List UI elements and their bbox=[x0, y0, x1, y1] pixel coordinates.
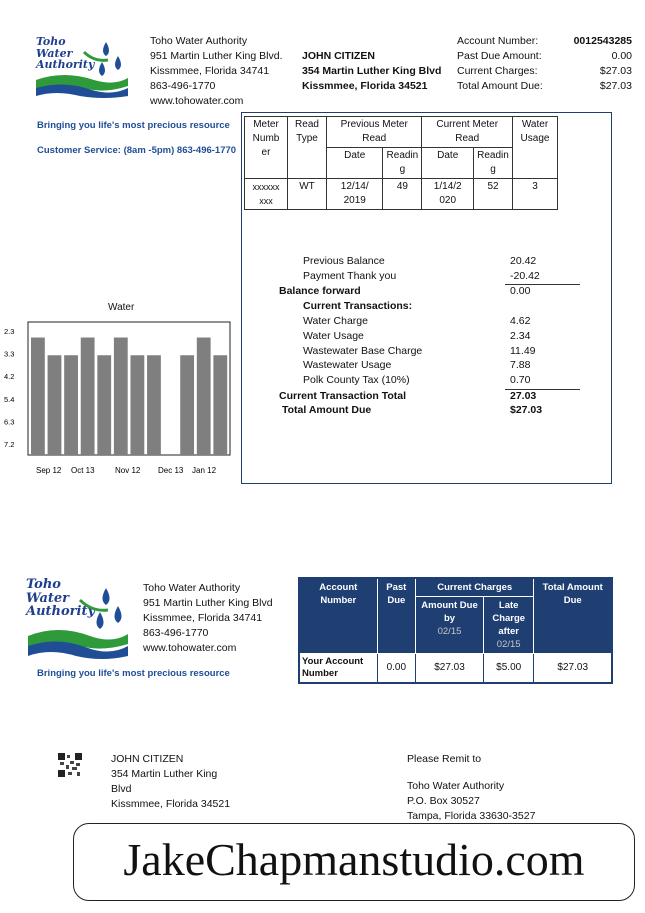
chart-y-tick: 5.4 bbox=[4, 394, 15, 404]
summary-value-0: 20.42 bbox=[510, 255, 537, 267]
stub-logo-line1: Toho bbox=[26, 577, 61, 592]
company-logo bbox=[34, 36, 130, 98]
curr-reading-cell: 52 bbox=[474, 179, 513, 210]
prev-date-header: Date bbox=[327, 148, 383, 179]
pay-account-header: Account Number bbox=[299, 578, 377, 654]
remit-title: Please Remit to bbox=[407, 753, 482, 765]
meter-table bbox=[244, 116, 558, 210]
stub-company-addr2: Kissmmee, Florida 34741 bbox=[143, 612, 263, 624]
read-type-header: Read Type bbox=[288, 117, 327, 179]
mailing-address bbox=[111, 752, 230, 812]
current-charges-label: Current Charges: bbox=[457, 65, 538, 77]
chart-title: Water bbox=[108, 302, 135, 313]
stub-company-name: Toho Water Authority bbox=[143, 582, 241, 594]
total-due-value: $27.03 bbox=[599, 80, 632, 92]
prev-reading-cell: 49 bbox=[383, 179, 422, 210]
chart-bar bbox=[31, 338, 45, 455]
previous-read-header: Previous Meter Read bbox=[327, 117, 422, 148]
company-website[interactable]: www.tohowater.com bbox=[150, 95, 244, 107]
account-number-value: 0012543285 bbox=[573, 35, 632, 47]
pay-row-label: Your Account Number bbox=[299, 654, 377, 684]
customer-service: Customer Service: (8am -5pm) 863-496-1770 bbox=[37, 145, 237, 156]
summary-label-3: Current Transactions: bbox=[303, 300, 413, 312]
summary-label-9: Current Transaction Total bbox=[279, 390, 406, 402]
summary-value-10: $27.03 bbox=[510, 404, 543, 416]
chart-y-tick: 4.2 bbox=[4, 372, 15, 382]
summary-label-1: Payment Thank you bbox=[303, 270, 397, 282]
summary-label-5: Water Usage bbox=[303, 330, 364, 342]
pay-amount-header bbox=[416, 597, 484, 654]
stub-company-addr1: 951 Martin Luther King Blvd bbox=[143, 597, 273, 609]
pay-late-header bbox=[483, 597, 533, 654]
meter-number-cell: xxxxxx xxx bbox=[245, 179, 288, 210]
chart-bar bbox=[48, 355, 62, 455]
curr-reading-header: Readin g bbox=[474, 148, 513, 179]
chart-x-tick: Oct 13 bbox=[71, 466, 95, 475]
pay-total-cell: $27.03 bbox=[534, 654, 612, 684]
water-usage-chart bbox=[0, 318, 235, 480]
account-labels bbox=[457, 34, 543, 94]
summary-label-8: Polk County Tax (10%) bbox=[303, 374, 410, 386]
summary-value-9: 27.03 bbox=[510, 390, 537, 402]
summary-value-8: 0.70 bbox=[510, 374, 531, 386]
past-due-label: Past Due Amount: bbox=[457, 50, 542, 62]
customer-name: JOHN CITIZEN bbox=[302, 50, 375, 62]
chart-y-tick: 3.3 bbox=[4, 349, 15, 359]
company-phone: 863-496-1770 bbox=[150, 80, 216, 92]
stub-water-drops-icon bbox=[26, 578, 130, 660]
summary-label-10: Total Amount Due bbox=[282, 404, 372, 416]
payment-table bbox=[298, 577, 613, 684]
account-summary bbox=[457, 34, 632, 94]
chart-bar bbox=[147, 355, 161, 455]
prev-reading-header: Readin g bbox=[383, 148, 422, 179]
current-charges-value: $27.03 bbox=[599, 65, 632, 77]
water-usage-header: Water Usage bbox=[513, 117, 558, 179]
pay-total-header: Total Amount Due bbox=[534, 578, 612, 654]
chart-bar bbox=[180, 355, 194, 455]
past-due-value: 0.00 bbox=[611, 50, 632, 62]
pay-amount-due-by: Amount Due by bbox=[421, 600, 478, 624]
chart-x-tick: Dec 13 bbox=[158, 466, 184, 475]
pay-current-header: Current Charges bbox=[416, 578, 534, 597]
chart-bar bbox=[114, 338, 128, 455]
summary-label-0: Previous Balance bbox=[303, 255, 385, 267]
stub-logo-line3: Authority bbox=[26, 604, 96, 620]
meter-number-header: Meter Numb er bbox=[245, 117, 288, 179]
logo-line1: Toho bbox=[36, 35, 66, 48]
summary-value-2: 0.00 bbox=[510, 285, 531, 297]
tagline: Bringing you life's most precious resource bbox=[37, 120, 230, 131]
summary-value-6: 11.49 bbox=[510, 345, 536, 357]
meter-row bbox=[245, 179, 558, 210]
account-values bbox=[574, 34, 632, 94]
pay-due-date: 02/15 bbox=[437, 626, 462, 637]
stub-company-address bbox=[143, 581, 273, 656]
logo-line3: Authority bbox=[36, 58, 95, 72]
summary-label-6: Wastewater Base Charge bbox=[303, 345, 423, 357]
usage-cell: 3 bbox=[513, 179, 558, 210]
summary-value-4: 4.62 bbox=[510, 315, 531, 327]
water-drops-icon bbox=[34, 36, 130, 98]
chart-bar bbox=[97, 355, 111, 455]
chart-x-tick: Sep 12 bbox=[36, 466, 62, 475]
pay-late-cell: $5.00 bbox=[483, 654, 533, 684]
customer-addr1: 354 Martin Luther King Blvd bbox=[302, 65, 442, 77]
stub-company-phone: 863-496-1770 bbox=[143, 627, 209, 639]
stub-logo-line2: Water bbox=[26, 590, 70, 606]
stub-logo bbox=[26, 578, 130, 660]
chart-x-tick: Nov 12 bbox=[115, 466, 141, 475]
remit-address bbox=[407, 779, 535, 824]
company-name: Toho Water Authority bbox=[150, 35, 248, 47]
mail-addr1: 354 Martin Luther King bbox=[111, 768, 218, 780]
remit-box: P.O. Box 30527 bbox=[407, 795, 480, 807]
chart-bar bbox=[130, 355, 144, 455]
chart-bar bbox=[64, 355, 78, 455]
company-address bbox=[150, 34, 283, 109]
summary-label-4: Water Charge bbox=[303, 315, 368, 327]
qr-code-icon bbox=[58, 753, 82, 777]
chart-bar bbox=[81, 338, 95, 455]
chart-y-tick: 6.3 bbox=[4, 417, 15, 427]
logo-line2: Water bbox=[36, 46, 73, 60]
remit-city: Tampa, Florida 33630-3527 bbox=[407, 810, 536, 822]
pay-late-date: 02/15 bbox=[496, 639, 521, 650]
pay-past-due-cell: 0.00 bbox=[377, 654, 415, 684]
summary-value-1: -20.42 bbox=[510, 270, 540, 282]
stub-tagline: Bringing you life's most precious resource bbox=[37, 668, 230, 679]
mail-addr2: Blvd bbox=[111, 783, 132, 795]
mail-name: JOHN CITIZEN bbox=[111, 753, 184, 765]
chart-y-tick: 2.3 bbox=[4, 327, 15, 336]
read-type-cell: WT bbox=[288, 179, 327, 210]
summary-label-2: Balance forward bbox=[279, 285, 361, 297]
chart-y-tick: 7.2 bbox=[4, 440, 15, 450]
mail-addr3: Kissmmee, Florida 34521 bbox=[111, 798, 231, 810]
customer-addr2: Kissmmee, Florida 34521 bbox=[302, 80, 428, 92]
chart-x-tick: Jan 12 bbox=[192, 466, 217, 475]
summary-value-7: 7.88 bbox=[510, 359, 531, 371]
account-number-label: Account Number: bbox=[457, 35, 539, 47]
pay-past-due-header: Past Due bbox=[377, 578, 415, 654]
company-addr2: Kissmmee, Florida 34741 bbox=[150, 65, 270, 77]
watermark-banner: JakeChapmanstudio.com bbox=[73, 823, 635, 901]
curr-date-header: Date bbox=[422, 148, 474, 179]
chart-bar bbox=[213, 355, 227, 455]
customer-address bbox=[302, 49, 441, 94]
total-due-label: Total Amount Due: bbox=[457, 80, 543, 92]
chart-bar bbox=[197, 338, 211, 455]
summary-label-7: Wastewater Usage bbox=[303, 359, 392, 371]
prev-date-cell: 12/14/ 2019 bbox=[327, 179, 383, 210]
stub-company-website[interactable]: www.tohowater.com bbox=[143, 642, 237, 654]
pay-row bbox=[299, 654, 612, 684]
current-read-header: Current Meter Read bbox=[422, 117, 513, 148]
pay-late-charge-after: Late Charge after bbox=[492, 600, 526, 637]
curr-date-cell: 1/14/2 020 bbox=[422, 179, 474, 210]
summary-value-5: 2.34 bbox=[510, 330, 531, 342]
company-addr1: 951 Martin Luther King Blvd. bbox=[150, 50, 283, 62]
pay-amount-cell: $27.03 bbox=[416, 654, 484, 684]
remit-name: Toho Water Authority bbox=[407, 780, 505, 792]
